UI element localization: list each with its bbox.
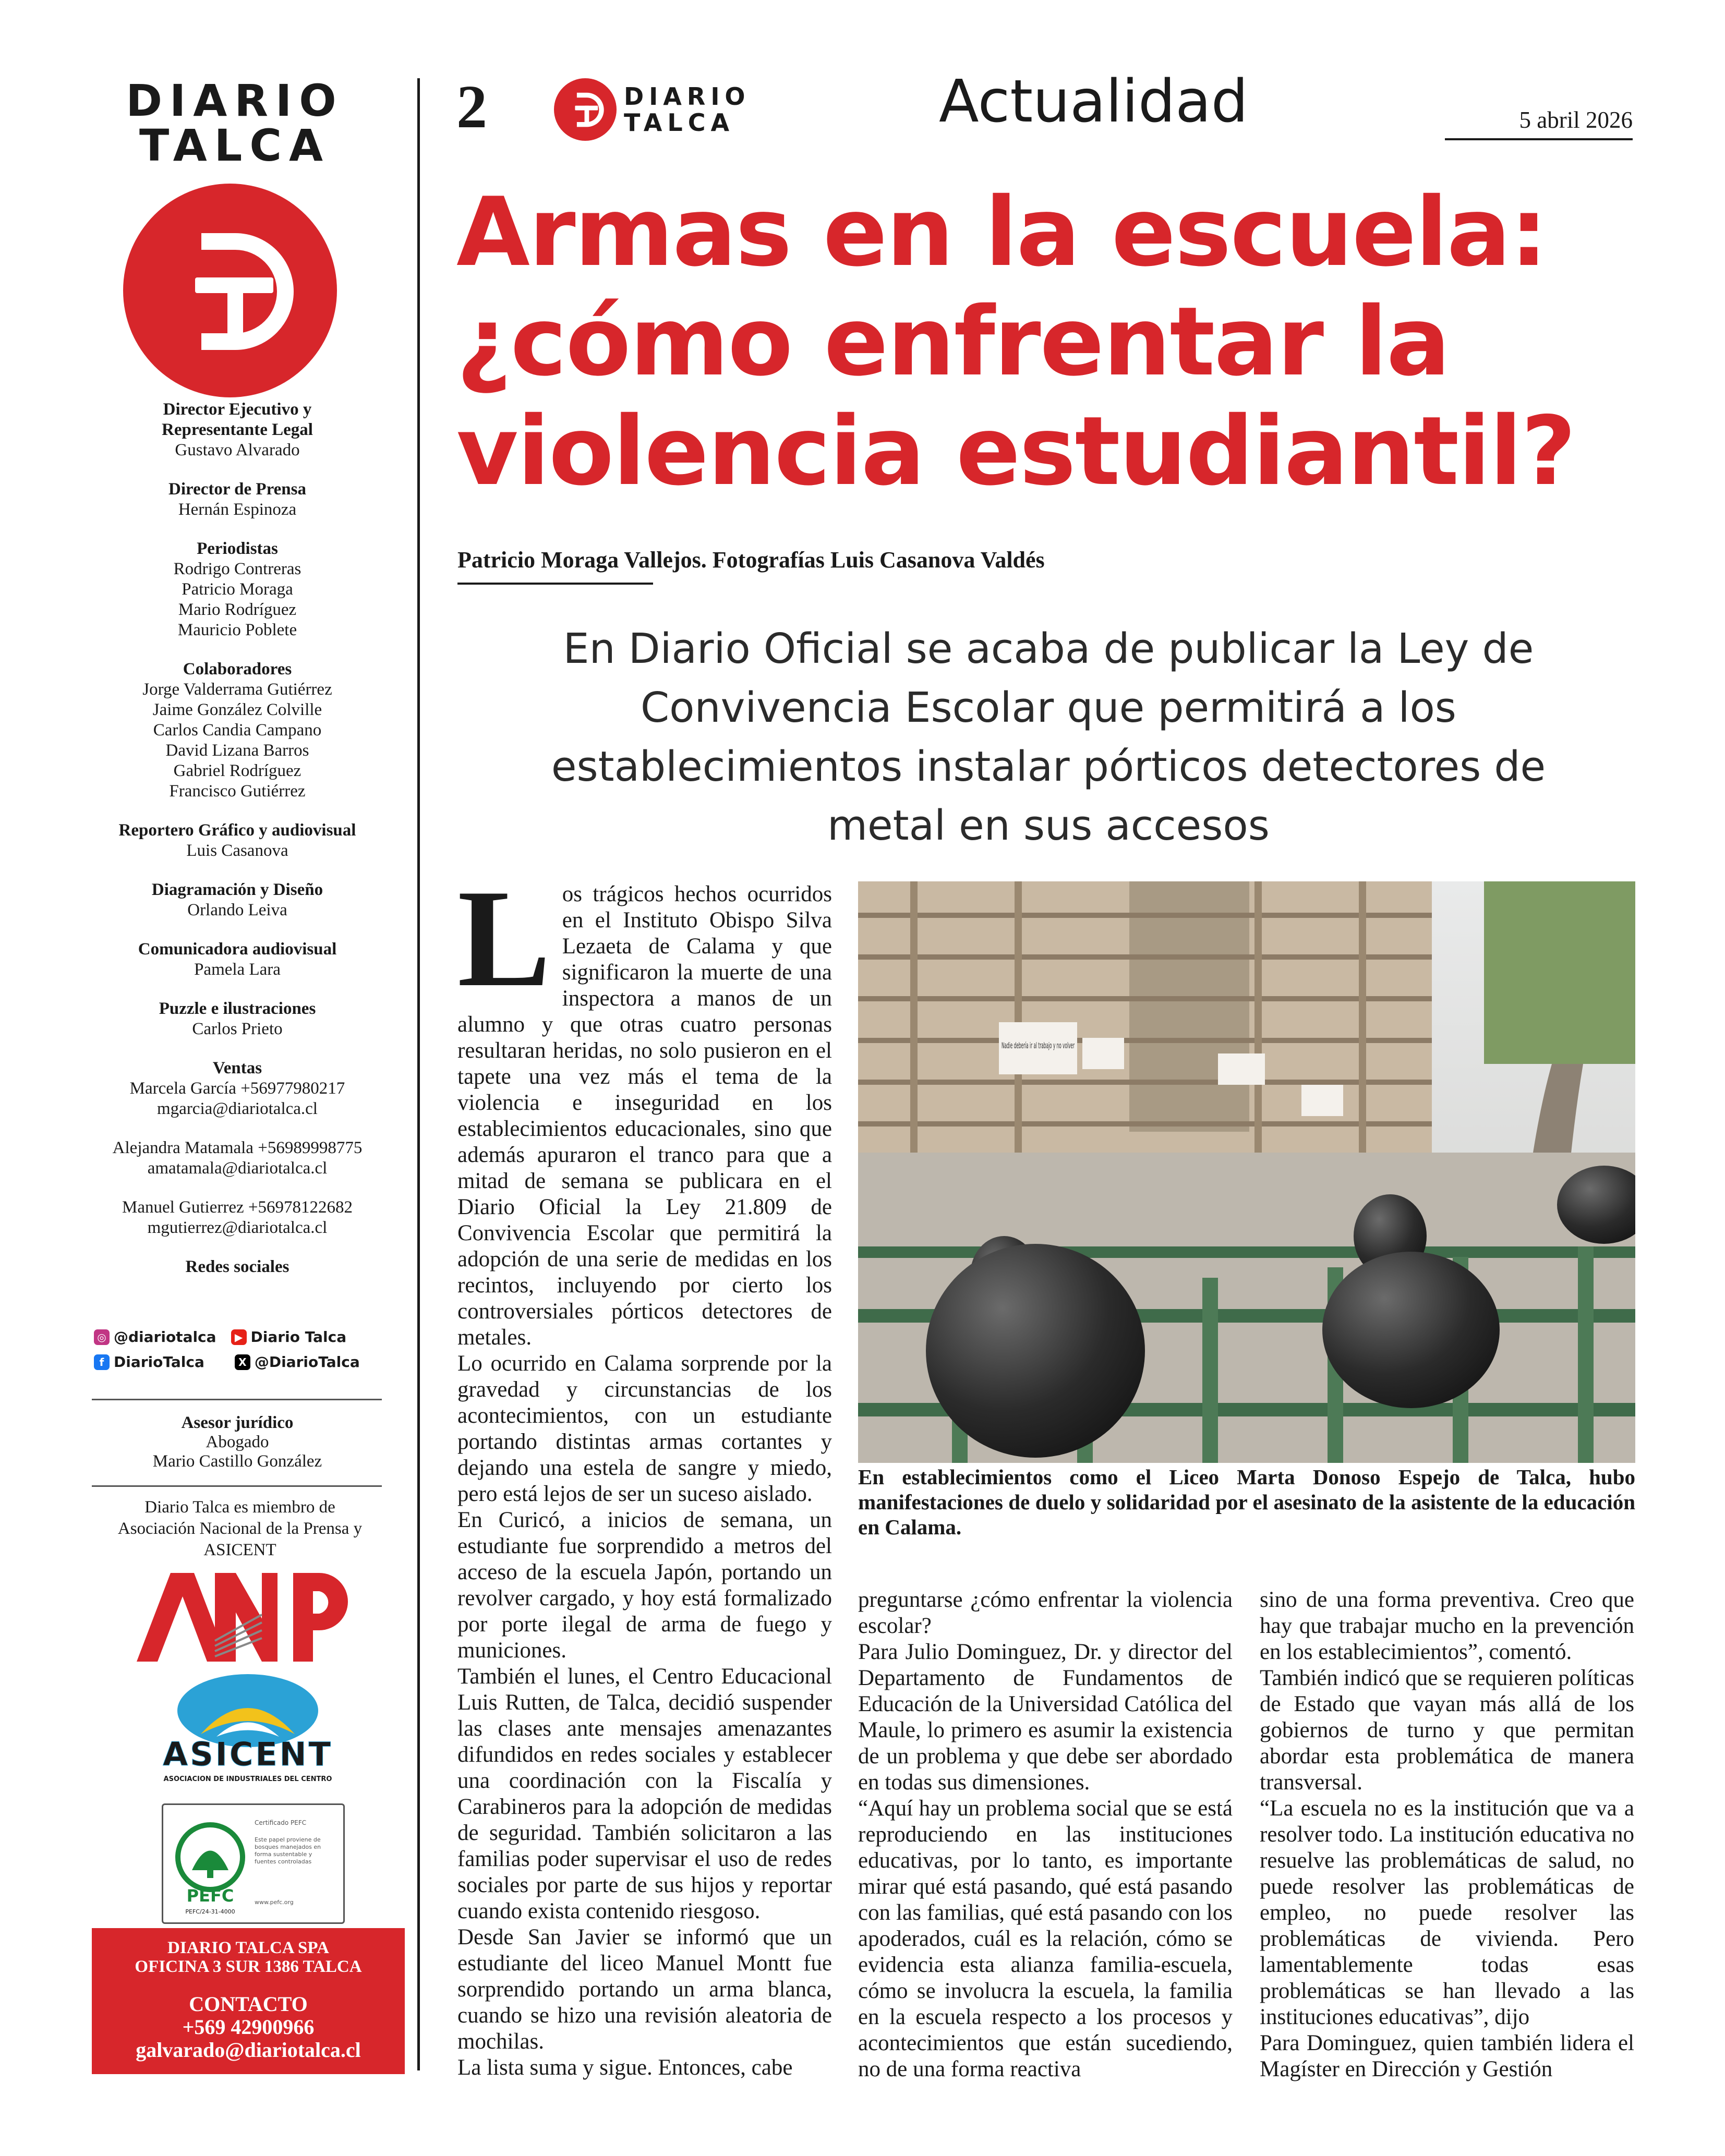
masthead-sidebar — [0, 0, 417, 2156]
sidebar-divider — [92, 1399, 382, 1400]
social-title: Redes sociales — [185, 1257, 289, 1276]
svg-text:PEFC/24-31-4000: PEFC/24-31-4000 — [185, 1908, 235, 1915]
social-links — [94, 1325, 386, 1375]
contact-email[interactable]: galvarado@diariotalca.cl — [136, 2038, 361, 2062]
anp-logo — [137, 1568, 356, 1662]
page-number: 2 — [456, 72, 487, 141]
masthead-brand: DIARIO TALCA — [126, 75, 344, 171]
youtube-icon: ▶ — [231, 1329, 247, 1345]
sales-email[interactable]: mgarcia@diariotalca.cl — [157, 1099, 318, 1118]
staff-credits — [73, 399, 402, 1277]
paragraph: “La escuela no es la institución que va a resolver todo. La institución educativa no resuelve las problemáticas de salud, no puede resolver las problemáticas de empleo, no puede resolver las problemáticas de vivienda. Pero lamentablemente todas esas problemáticas se han llevado a las instituciones educativas”, dijo — [1260, 1796, 1634, 2029]
article-byline: Patricio Moraga Vallejos. Fotografías Luis Casanova Valdés — [457, 547, 1045, 573]
staff-group: Director Ejecutivo y Representante Legal Gustavo Alvarado — [162, 400, 313, 459]
staff-group: Director de Prensa Hernán Espinoza — [168, 480, 306, 519]
article-headline: Armas en la escuela: ¿cómo enfrentar la violencia estudiantil? — [456, 177, 1575, 506]
photo-caption: En establecimientos como el Liceo Marta Donoso Espejo de Talca, hubo manifestaciones de duelo y solidaridad por el asesinato de la asistente de la educación en Calama. — [858, 1465, 1635, 1539]
staff-group: Comunicadora audiovisual Pamela Lara — [138, 940, 337, 979]
paragraph: “Aquí hay un problema social que se está reproduciendo en las instituciones educativas, por lo tanto, es importante mirar qué está pasando, qué está pasando con las familias, qué está pasando con los apoderados, cuál es la relación, cómo se evidencia esta alianza familia-escuela, cómo se involucra la escuela, la familia en la escuela respecto a los procesos y acontecimientos que están sucediendo, no de una forma reactiva — [858, 1796, 1233, 2081]
date-underline — [1445, 138, 1633, 140]
staff-group: Reportero Gráfico y audiovisual Luis Casanova — [118, 821, 356, 860]
paragraph: preguntarse ¿cómo enfrentar la violencia escolar? — [858, 1588, 1233, 1638]
staff-group: Diagramación y Diseño Orlando Leiva — [151, 880, 323, 919]
paragraph: La lista suma y sigue. Entonces, cabe — [457, 2055, 793, 2080]
social-youtube[interactable]: ▶ Diario Talca — [231, 1325, 347, 1350]
article-photo — [858, 881, 1635, 1463]
svg-text:PEFC: PEFC — [186, 1886, 234, 1906]
paragraph: sino de una forma preventiva. Creo que hay que trabajar mucho en la prevención en los establecimientos”, comentó. — [1260, 1588, 1634, 1664]
header-brand: DIARIO TALCA — [624, 82, 751, 137]
sidebar-divider — [92, 1485, 382, 1487]
paragraph: Para Julio Dominguez, Dr. y director del Departamento de Fundamentos de Educación de la Universidad Católica del Maule, lo primero es asumir la existencia de un problema y que debe ser abordado en todas sus dimensiones. — [858, 1640, 1233, 1795]
paragraph: También indicó que se requieren políticas de Estado que vayan más allá de los gobiernos de turno y que permitan abordar esta problemática de manera transversal. — [1260, 1666, 1634, 1795]
contact-phone[interactable]: +569 42900966 — [182, 2015, 315, 2039]
membership-text: Diario Talca es miembro de Asociación Nacional de la Prensa y ASICENT — [117, 1498, 363, 1559]
svg-text:Certificado PEFC: Certificado PEFC — [255, 1819, 307, 1826]
legal-advisor: Asesor jurídico Abogado Mario Castillo González — [152, 1413, 322, 1471]
drop-cap: L — [457, 861, 551, 1015]
article-column-3 — [1260, 1587, 1634, 2082]
column-rule — [417, 78, 420, 2070]
brand-logo-icon — [123, 184, 337, 397]
byline-rule — [457, 583, 653, 585]
photo-sign-text: Nadie debería ir al trabajo y no volver — [1002, 1040, 1075, 1050]
section-title: Actualidad — [939, 68, 1248, 136]
x-icon: X — [235, 1354, 250, 1370]
social-x[interactable]: X @DiarioTalca — [235, 1350, 360, 1375]
paragraph: También el lunes, el Centro Educacional Luis Rutten, de Talca, decidió suspender las clases ante mensajes amenazantes difundidos en redes sociales y establecer una coordinación con la Fiscalía y Carabineros para la adopción de medidas de seguridad. También solicitaron a las familias poder supervisar el uso de redes sociales por parte de sus hijos y reportar cuando exista contenido riesgoso. — [457, 1664, 832, 1923]
social-facebook[interactable]: f DiarioTalca — [94, 1350, 204, 1375]
staff-group: Colaboradores Jorge Valderrama Gutiérrez Jaime González Colville Carlos Candia Campano David Lizana Barros Gabriel Rodríguez Francisco Gutiérrez — [142, 660, 332, 801]
paragraph: Lo ocurrido en Calama sorprende por la gravedad y circunstancias de los acontecimientos, con un estudiante portando distintas armas cortantes y dejando una estela de sangre y miedo, pero está lejos de ser un suceso aislado. — [457, 1351, 832, 1506]
svg-text:www.pefc.org: www.pefc.org — [255, 1899, 294, 1906]
sales-contacts: Ventas Marcela García +56977980217 mgarcia@diariotalca.cl Alejandra Matamala +56989998775 amatamala@diariotalca.cl Manuel Gutierrez +56978122682 mgutierrez@diariotalca.cl Redes sociales — [73, 1058, 402, 1277]
svg-text:ASOCIACION DE INDUSTRIALES DEL: ASOCIACION DE INDUSTRIALES DEL CENTRO — [163, 1775, 332, 1783]
article-subhead: En Diario Oficial se acaba de publicar la Ley de Convivencia Escolar que permitirá a los establecimientos instalar pórticos detectores de metal en sus accesos — [551, 625, 1546, 850]
contact-box: DIARIO TALCA SPA OFICINA 3 SUR 1386 TALCA CONTACTO +569 42900966 galvarado@diariotalca.cl — [92, 1928, 405, 2074]
paragraph: En Curicó, a inicios de semana, un estudiante fue sorprendido a metros del acceso de la escuela Japón, portando un revolver cargado, y hoy está formalizado por porte ilegal de arma de fuego y municiones. — [457, 1508, 832, 1663]
paragraph: Para Dominguez, quien también lidera el Magíster en Dirección y Gestión — [1260, 2031, 1634, 2081]
sales-email[interactable]: amatamala@diariotalca.cl — [147, 1159, 328, 1178]
social-instagram[interactable]: ◎ @diariotalca — [94, 1325, 216, 1350]
pefc-certificate: PEFC PEFC/24-31-4000 Certificado PEFC Este papel proviene de bosques manejados en forma sustentable y fuentes controladas www.pefc.org — [162, 1803, 345, 1924]
facebook-icon: f — [94, 1354, 110, 1370]
header-logo-icon — [554, 78, 617, 141]
article-column-1 — [457, 861, 832, 2081]
paragraph: os trágicos hechos ocurridos en el Instituto Obispo Silva Lezaeta de Calama y que significaron la muerte de una inspectora a manos de un alumno y que otras cuatro personas resultaran heridas, no solo pusieron en el tapete una vez más el tema de la violencia e inseguridad en los establecimientos educacionales, sino que además apuraron el tranco para que a mitad de semana se publicara en el Diario Oficial la Ley 21.809 de Convivencia Escolar que permitirá la adopción de una serie de medidas en los recintos, incluyendo por cierto los controversiales pórticos detectores de metales. — [457, 882, 832, 1350]
article-column-2 — [858, 1587, 1233, 2082]
instagram-icon: ◎ — [94, 1329, 110, 1345]
staff-group: Puzzle e ilustraciones Carlos Prieto — [159, 999, 316, 1038]
sales-email[interactable]: mgutierrez@diariotalca.cl — [147, 1218, 328, 1237]
svg-text:ASICENT: ASICENT — [163, 1735, 333, 1773]
staff-group: Periodistas Rodrigo Contreras Patricio Moraga Mario Rodríguez Mauricio Poblete — [173, 539, 301, 639]
issue-date: 5 abril 2026 — [1519, 107, 1633, 133]
asicent-logo — [138, 1671, 357, 1789]
paragraph: Desde San Javier se informó que un estudiante del liceo Manuel Montt fue sorprendido portando un arma blanca, cuando se hizo una revisión aleatoria de mochilas. — [457, 1925, 832, 2054]
